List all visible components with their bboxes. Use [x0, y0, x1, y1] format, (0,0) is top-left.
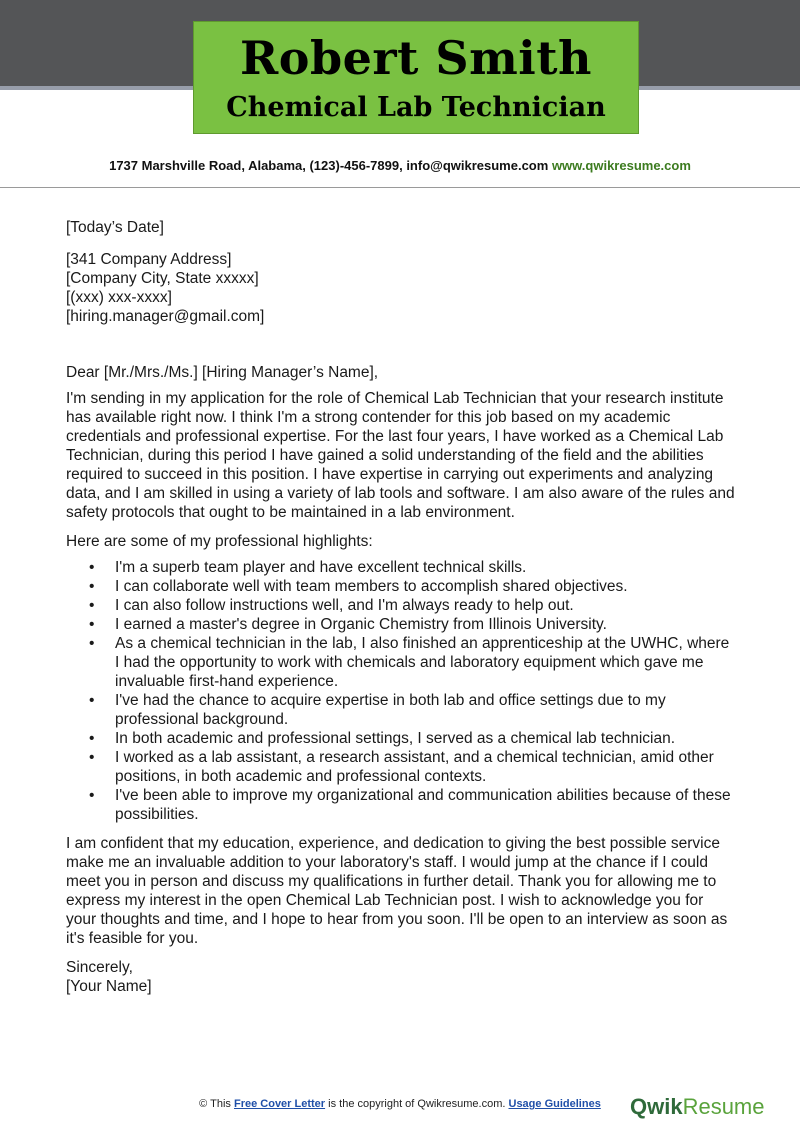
logo-text-qwik: Qwik — [630, 1094, 683, 1119]
qwikresume-logo — [630, 1094, 765, 1120]
letter-body — [66, 218, 736, 996]
contact-line — [0, 158, 800, 173]
logo-text-resume: Resume — [682, 1094, 765, 1119]
list-item — [66, 558, 736, 577]
salutation: Dear [Mr./Mrs./Ms.] [Hiring Manager’s Name], — [66, 364, 379, 381]
address-line: [hiring.manager@gmail.com] — [66, 308, 265, 325]
list-item — [66, 615, 736, 634]
bullet-icon: • — [89, 787, 95, 804]
footer-prefix: © This — [199, 1098, 231, 1110]
candidate-role: Chemical Lab Technician — [226, 92, 606, 123]
bullet-icon: • — [89, 635, 95, 652]
list-item — [66, 634, 736, 691]
website-link[interactable]: www.qwikresume.com — [551, 158, 691, 173]
highlight-text: As a chemical technician in the lab, I also finished an apprenticeship at the UWHC, where I had the opportunity to work with chemicals and laboratory equipment which gave me invaluable first-hand experience. — [115, 635, 730, 690]
address-line: [Company City, State xxxxx] — [66, 270, 259, 287]
highlight-text: I can collaborate well with team members to accomplish shared objectives. — [115, 578, 628, 595]
name-title-box — [193, 21, 639, 134]
recipient-address — [66, 250, 736, 326]
list-item — [66, 596, 736, 615]
bullet-icon: • — [89, 730, 95, 747]
highlight-text: I've had the chance to acquire expertise in both lab and office settings due to my professional background. — [115, 692, 666, 728]
candidate-name: Robert Smith — [240, 31, 592, 85]
highlights-list — [66, 558, 736, 824]
intro-paragraph: I'm sending in my application for the role of Chemical Lab Technician that your research institute has available right now. I think I'm a strong contender for this job based on my academic credentials and professional expertise. For the last four years, I have worked as a Chemical Lab Technician, during this period I have gained a solid understanding of the field and the abilities required to succeed in this position. I have expertise in carrying out experiments and analyzing data, and I am skilled in using a variety of lab tools and software. I am also aware of the rules and safety protocols that ought to be maintained in a lab environment. — [66, 390, 735, 521]
footer-middle: is the copyright of Qwikresume.com. — [328, 1098, 506, 1110]
closing-phrase: Sincerely, — [66, 959, 133, 976]
bullet-icon: • — [89, 616, 95, 633]
highlight-text: I've been able to improve my organizational and communication abilities because of these possibilities. — [115, 787, 731, 823]
highlight-text: I can also follow instructions well, and I'm always ready to help out. — [115, 597, 574, 614]
usage-guidelines-link[interactable]: Usage Guidelines — [508, 1098, 601, 1110]
list-item — [66, 577, 736, 596]
list-item — [66, 748, 736, 786]
closing-paragraph: I am confident that my education, experience, and dedication to giving the best possible service make me an invaluable addition to your laboratory's staff. I would jump at the chance if I could meet you in person and discuss my qualifications in further detail. Thank you for allowing me to express my interest in the open Chemical Lab Technician post. I wish to acknowledge you for your thoughts and time, and I hope to hear from you soon. I'll be open to an interview as soon as it's feasible for you. — [66, 835, 728, 947]
list-item — [66, 729, 736, 748]
header-divider — [0, 187, 800, 188]
highlight-text: In both academic and professional settings, I served as a chemical lab technician. — [115, 730, 676, 747]
signature: [Your Name] — [66, 978, 152, 995]
highlight-text: I worked as a lab assistant, a research assistant, and a chemical technician, amid other positions, in both academic and professional contexts. — [115, 749, 714, 785]
highlights-intro: Here are some of my professional highlights: — [66, 533, 373, 550]
free-cover-letter-link[interactable]: Free Cover Letter — [233, 1098, 326, 1110]
bullet-icon: • — [89, 578, 95, 595]
bullet-icon: • — [89, 749, 95, 766]
list-item — [66, 691, 736, 729]
highlight-text: I'm a superb team player and have excellent technical skills. — [115, 559, 527, 576]
address-line: [(xxx) xxx-xxxx] — [66, 289, 172, 306]
letter-date: [Today’s Date] — [66, 219, 164, 236]
highlight-text: I earned a master's degree in Organic Chemistry from Illinois University. — [115, 616, 607, 633]
list-item — [66, 786, 736, 824]
contact-details: 1737 Marshville Road, Alabama, (123)-456-7899, info@qwikresume.com — [109, 158, 549, 173]
bullet-icon: • — [89, 597, 95, 614]
address-line: [341 Company Address] — [66, 251, 232, 268]
bullet-icon: • — [89, 559, 95, 576]
bullet-icon: • — [89, 692, 95, 709]
